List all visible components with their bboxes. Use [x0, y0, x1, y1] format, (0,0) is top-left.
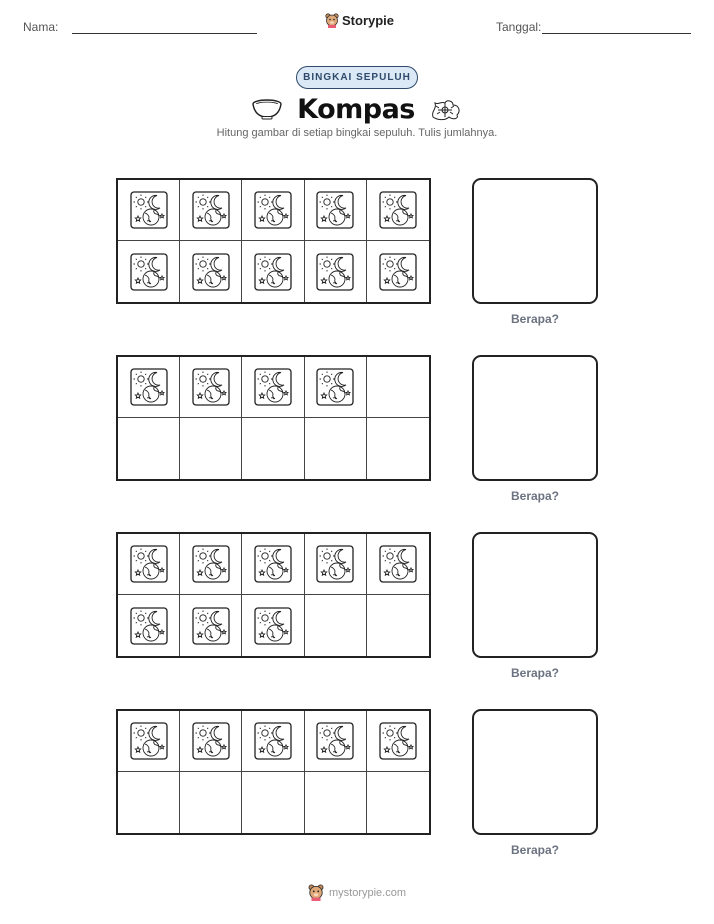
footer-url: mystorypie.com	[328, 886, 407, 899]
name-line	[72, 33, 257, 34]
sun-moon-earth-icon	[316, 368, 354, 406]
sun-moon-earth-icon	[192, 368, 230, 406]
sun-moon-earth-icon	[130, 253, 168, 291]
answer-label: Berapa?	[510, 312, 560, 326]
ten-frame	[116, 178, 431, 304]
ten-frame-cell	[305, 418, 367, 479]
answer-box[interactable]	[472, 532, 598, 658]
date-label: Tanggal:	[496, 20, 542, 34]
sun-moon-earth-icon	[130, 191, 168, 229]
ten-frame-cell	[305, 357, 367, 418]
ten-frame-cell	[305, 772, 367, 833]
ten-frame-cell	[367, 357, 429, 418]
bowl-icon	[251, 98, 283, 120]
sun-moon-earth-icon	[254, 722, 292, 760]
ten-frame-cell	[118, 357, 180, 418]
ten-frame-cell	[180, 241, 242, 302]
ten-frame-cell	[367, 772, 429, 833]
ten-frame-cell	[118, 180, 180, 241]
ten-frame-cell	[180, 595, 242, 656]
ten-frame-cell	[305, 180, 367, 241]
ten-frame-cell	[118, 711, 180, 772]
ten-frame-cell	[305, 595, 367, 656]
ten-frame-cell	[242, 180, 304, 241]
ten-frame-cell	[118, 595, 180, 656]
ten-frame-cell	[242, 711, 304, 772]
ten-frame-cell	[118, 418, 180, 479]
sun-moon-earth-icon	[130, 545, 168, 583]
sun-moon-earth-icon	[254, 607, 292, 645]
ten-frame-cell	[180, 772, 242, 833]
sun-moon-earth-icon	[379, 545, 417, 583]
sun-moon-earth-icon	[192, 253, 230, 291]
sun-moon-earth-icon	[192, 191, 230, 229]
compass-rose-icon	[429, 97, 463, 121]
footer	[0, 884, 714, 901]
ten-frame-cell	[180, 534, 242, 595]
ten-frame-cell	[118, 241, 180, 302]
ten-frame-cell	[367, 418, 429, 479]
name-label: Nama:	[23, 20, 59, 34]
ten-frame-cell	[242, 357, 304, 418]
ten-frame	[116, 355, 431, 481]
sun-moon-earth-icon	[379, 253, 417, 291]
sun-moon-earth-icon	[192, 607, 230, 645]
ten-frame	[116, 709, 431, 835]
sun-moon-earth-icon	[192, 722, 230, 760]
brand-logo	[325, 13, 394, 28]
date-line	[542, 33, 691, 34]
sun-moon-earth-icon	[316, 722, 354, 760]
ten-frame-cell	[180, 180, 242, 241]
sun-moon-earth-icon	[254, 545, 292, 583]
ten-frame	[116, 532, 431, 658]
answer-box[interactable]	[472, 709, 598, 835]
sun-moon-earth-icon	[130, 607, 168, 645]
ten-frame-cell	[367, 180, 429, 241]
page-title: Kompas	[297, 93, 415, 125]
ten-frame-cell	[305, 534, 367, 595]
instructions: Hitung gambar di setiap bingkai sepuluh. Tulis jumlahnya.	[216, 127, 498, 139]
ten-frame-cell	[242, 595, 304, 656]
brand-name: Storypie	[342, 13, 395, 28]
answer-box[interactable]	[472, 178, 598, 304]
ten-frame-cell	[180, 357, 242, 418]
ten-frame-cell	[118, 534, 180, 595]
ten-frame-cell	[242, 418, 304, 479]
sun-moon-earth-icon	[254, 253, 292, 291]
ten-frame-cell	[242, 241, 304, 302]
sun-moon-earth-icon	[192, 545, 230, 583]
category-badge: BINGKAI SEPULUH	[296, 66, 418, 89]
ten-frame-cell	[367, 595, 429, 656]
ten-frame-cell	[180, 418, 242, 479]
ten-frame-cell	[367, 711, 429, 772]
sun-moon-earth-icon	[254, 191, 292, 229]
sun-moon-earth-icon	[316, 191, 354, 229]
sun-moon-earth-icon	[316, 253, 354, 291]
sun-moon-earth-icon	[130, 368, 168, 406]
ten-frame-cell	[242, 772, 304, 833]
answer-label: Berapa?	[510, 843, 560, 857]
answer-label: Berapa?	[510, 666, 560, 680]
ten-frame-cell	[367, 534, 429, 595]
sun-moon-earth-icon	[379, 722, 417, 760]
ten-frame-cell	[305, 241, 367, 302]
ten-frame-cell	[242, 534, 304, 595]
ten-frame-cell	[305, 711, 367, 772]
sun-moon-earth-icon	[379, 191, 417, 229]
worksheet-header	[0, 0, 714, 50]
answer-label: Berapa?	[510, 489, 560, 503]
answer-box[interactable]	[472, 355, 598, 481]
bear-mascot-icon	[308, 884, 324, 901]
ten-frame-cell	[180, 711, 242, 772]
ten-frame-cell	[367, 241, 429, 302]
title-row	[0, 92, 714, 126]
sun-moon-earth-icon	[130, 722, 168, 760]
sun-moon-earth-icon	[316, 545, 354, 583]
bear-mascot-icon	[325, 13, 339, 28]
ten-frame-cell	[118, 772, 180, 833]
sun-moon-earth-icon	[254, 368, 292, 406]
